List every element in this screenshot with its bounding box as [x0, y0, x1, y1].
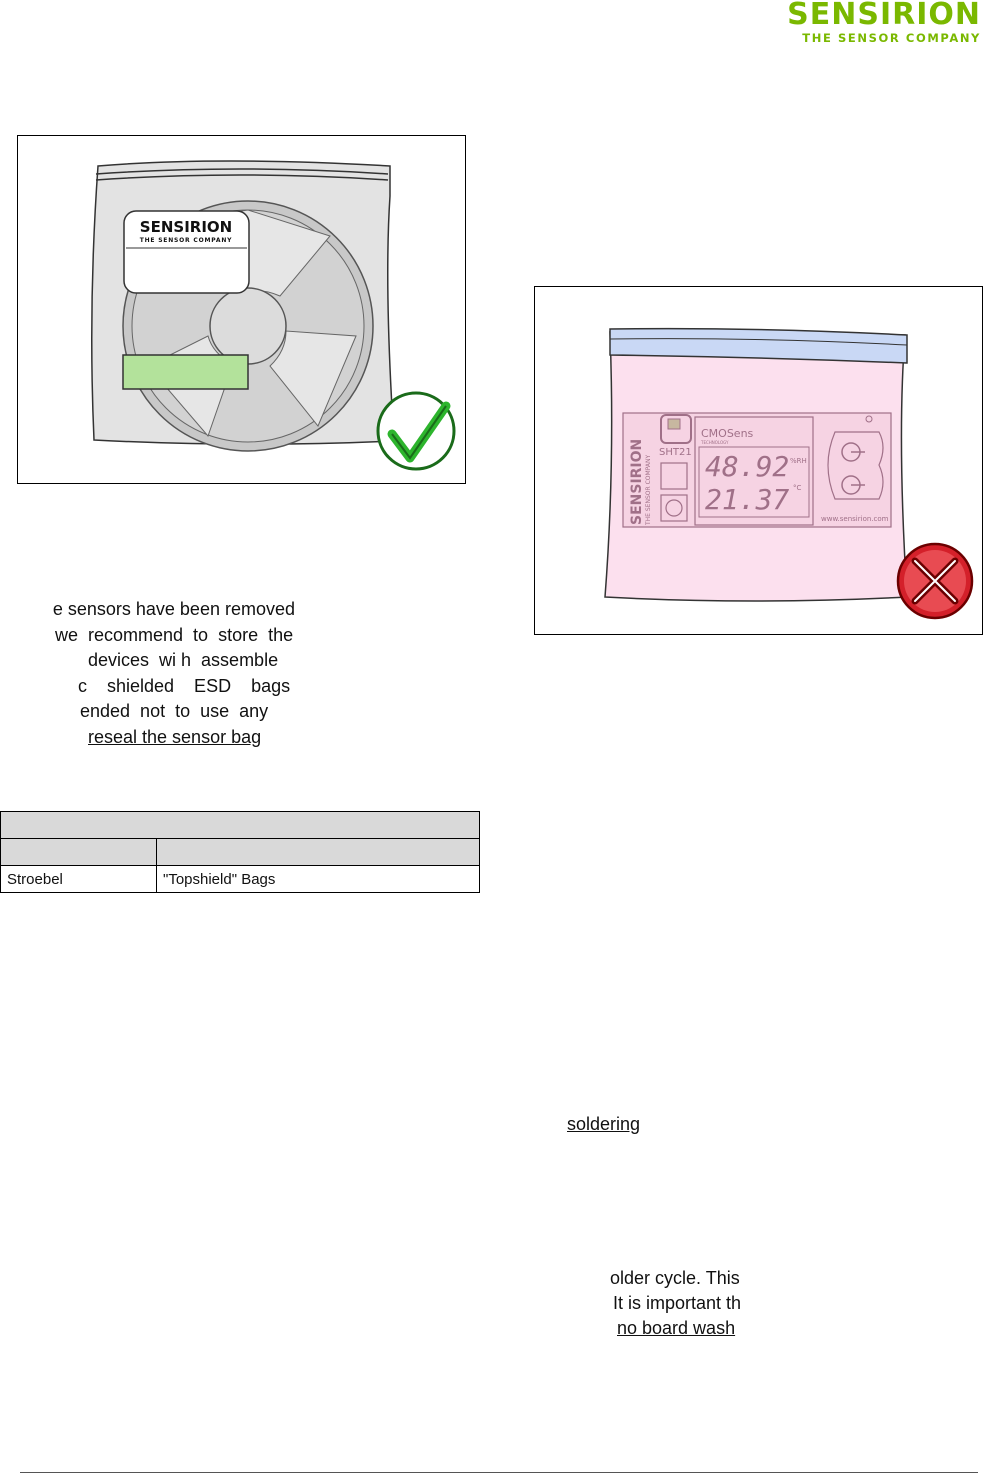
- table-title-row: [1, 812, 480, 839]
- esd-bag-table: [0, 811, 480, 893]
- paragraph-line: ended not to use any: [80, 701, 269, 721]
- paragraph-line: It is important th: [613, 1293, 742, 1313]
- table-row: [1, 866, 480, 893]
- storage-paragraph: [50, 597, 295, 750]
- table-header-cell: [1, 839, 157, 866]
- sensirion-logo: [787, 0, 981, 46]
- logo-tagline: THE SENSOR COMPANY: [802, 31, 981, 45]
- product-cell: "Topshield" Bags: [157, 866, 480, 893]
- green-check-icon: [378, 393, 454, 469]
- paragraph-line: c shielded ESD bags: [78, 675, 291, 696]
- board-website: www.sensirion.com: [821, 515, 889, 523]
- pink-bag-illustration: [535, 287, 982, 634]
- bag-tag: [123, 355, 248, 389]
- shielded-bag-illustration: [18, 136, 465, 483]
- table-header-cell: [157, 839, 480, 866]
- humidity-readout: 48.92: [705, 450, 790, 483]
- reseal-link-text: reseal the sensor bag: [88, 726, 262, 747]
- logo-wordmark: SENSIRION: [787, 0, 981, 32]
- paragraph-line: e sensors have been removed: [52, 599, 295, 619]
- table-title-cell: [1, 812, 480, 839]
- display-tagline: TECHNOLOGY: [701, 440, 729, 445]
- chip-label: SHT21: [659, 447, 692, 458]
- label-tagline: THE SENSOR COMPANY: [139, 237, 233, 244]
- paragraph-line: older cycle. This: [610, 1268, 740, 1288]
- supplier-cell: Stroebel: [1, 866, 157, 893]
- temperature-readout: 21.37: [705, 483, 790, 516]
- soldering-heading-fragment: soldering: [567, 1114, 641, 1134]
- reel-hub: [210, 288, 286, 364]
- figure-unshielded-bag: [534, 286, 983, 635]
- table-header-row: [1, 839, 480, 866]
- paragraph-line: devices wi h assemble: [88, 650, 279, 670]
- figure-shielded-bag: [17, 135, 466, 484]
- red-cross-icon: [898, 544, 972, 618]
- label-brand: SENSIRION: [139, 218, 233, 236]
- humidity-unit: %RH: [790, 457, 807, 465]
- no-board-wash-text: no board wash: [617, 1318, 736, 1338]
- temperature-unit: °C: [793, 484, 802, 492]
- display-brand: CMOSens: [701, 427, 754, 440]
- board-brand: SENSIRION: [629, 438, 645, 525]
- board-tagline: THE SENSOR COMPANY: [645, 454, 652, 525]
- paragraph-line: we recommend to store the: [55, 624, 294, 645]
- footer-divider: [20, 1472, 978, 1473]
